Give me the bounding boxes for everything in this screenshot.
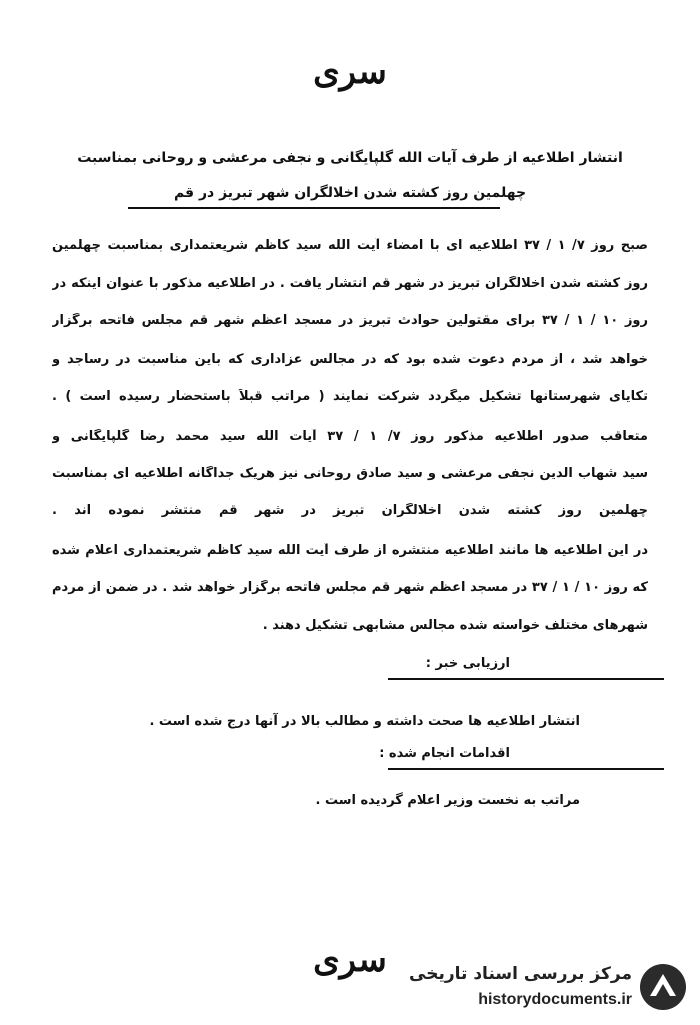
actions-text: مراتب به نخست وزیر اعلام گردیده است . [315, 793, 580, 808]
body-line: متعاقب صدور اطلاعیه مذکور روز ۷/ ۱ / ۳۷ آیات الله سید محمد رضا گلپایگانی و [52, 429, 648, 444]
classification-stamp-bottom: سری [313, 940, 387, 980]
body-line: در این اطلاعیه ها مانند اطلاعیه منتشره از طرف آیت الله سید کاظم شریعتمداری اعلام شده [52, 543, 648, 558]
body-line: تکایای شهرستانها تشکیل میگردد شرکت نمایند ( مراتب قبلاً باستحضار رسیده است ) . [52, 389, 648, 404]
body-line: که روز ۱۰ / ۱ / ۳۷ در مسجد اعظم شهر قم مجلس فاتحه برگزار خواهد شد . در ضمن از مردم [52, 580, 648, 595]
body-line: روز ۱۰ / ۱ / ۳۷ برای مقتولین حوادث تبریز در مسجد اعظم شهر قم مجلس فاتحه برگزار [52, 313, 648, 328]
body-line: چهلمین روز کشته شدن اخلالگران تبریز در شهر قم منتشر نموده اند . [52, 503, 648, 518]
body-line: سید شهاب الدین نجفی مرعشی و سید صادق روحانی نیز هریک جداگانه اطلاعیه ای بمناسبت [52, 466, 648, 481]
title-underline [128, 207, 500, 209]
archive-emblem-icon [638, 962, 688, 1012]
evaluation-text: انتشار اطلاعیه ها صحت داشته و مطالب بالا در آنها درج شده است . [149, 714, 580, 729]
archive-name: مرکز بررسی اسناد تاریخی [409, 964, 632, 984]
evaluation-heading: ارزیابی خبر : [425, 656, 510, 671]
document-title-line-1: انتشار اطلاعیه از طرف آیات الله گلپایگانی و نجفی مرعشی و روحانی بمناسبت [77, 150, 623, 166]
archive-logo [402, 958, 692, 1018]
body-line: صبح روز ۷/ ۱ / ۳۷ اطلاعیه ای با امضاء آیت الله سید کاظم شریعتمداری بمناسبت چهلمین [52, 238, 648, 253]
body-line: شهرهای مختلف خواسته شده مجالس مشابهی تشکیل دهند . [262, 618, 648, 633]
actions-underline [388, 768, 664, 770]
actions-heading: اقدامات انجام شده : [379, 746, 510, 761]
document-title-line-2: چهلمین روز کشته شدن اخلالگران شهر تبریز در قم [173, 185, 527, 201]
body-line: خواهد شد ، از مردم دعوت شده بود که در مجالس عزاداری که باین مناسبت در رساجد و [52, 352, 648, 367]
body-line: روز کشته شدن اخلالگران تبریز در شهر قم انتشار یافت . در اطلاعیه مذکور با عنوان اینکه در [52, 276, 648, 291]
archive-url[interactable]: historydocuments.ir [478, 991, 632, 1008]
evaluation-underline [388, 678, 664, 680]
classification-stamp-top: سری [313, 52, 387, 92]
